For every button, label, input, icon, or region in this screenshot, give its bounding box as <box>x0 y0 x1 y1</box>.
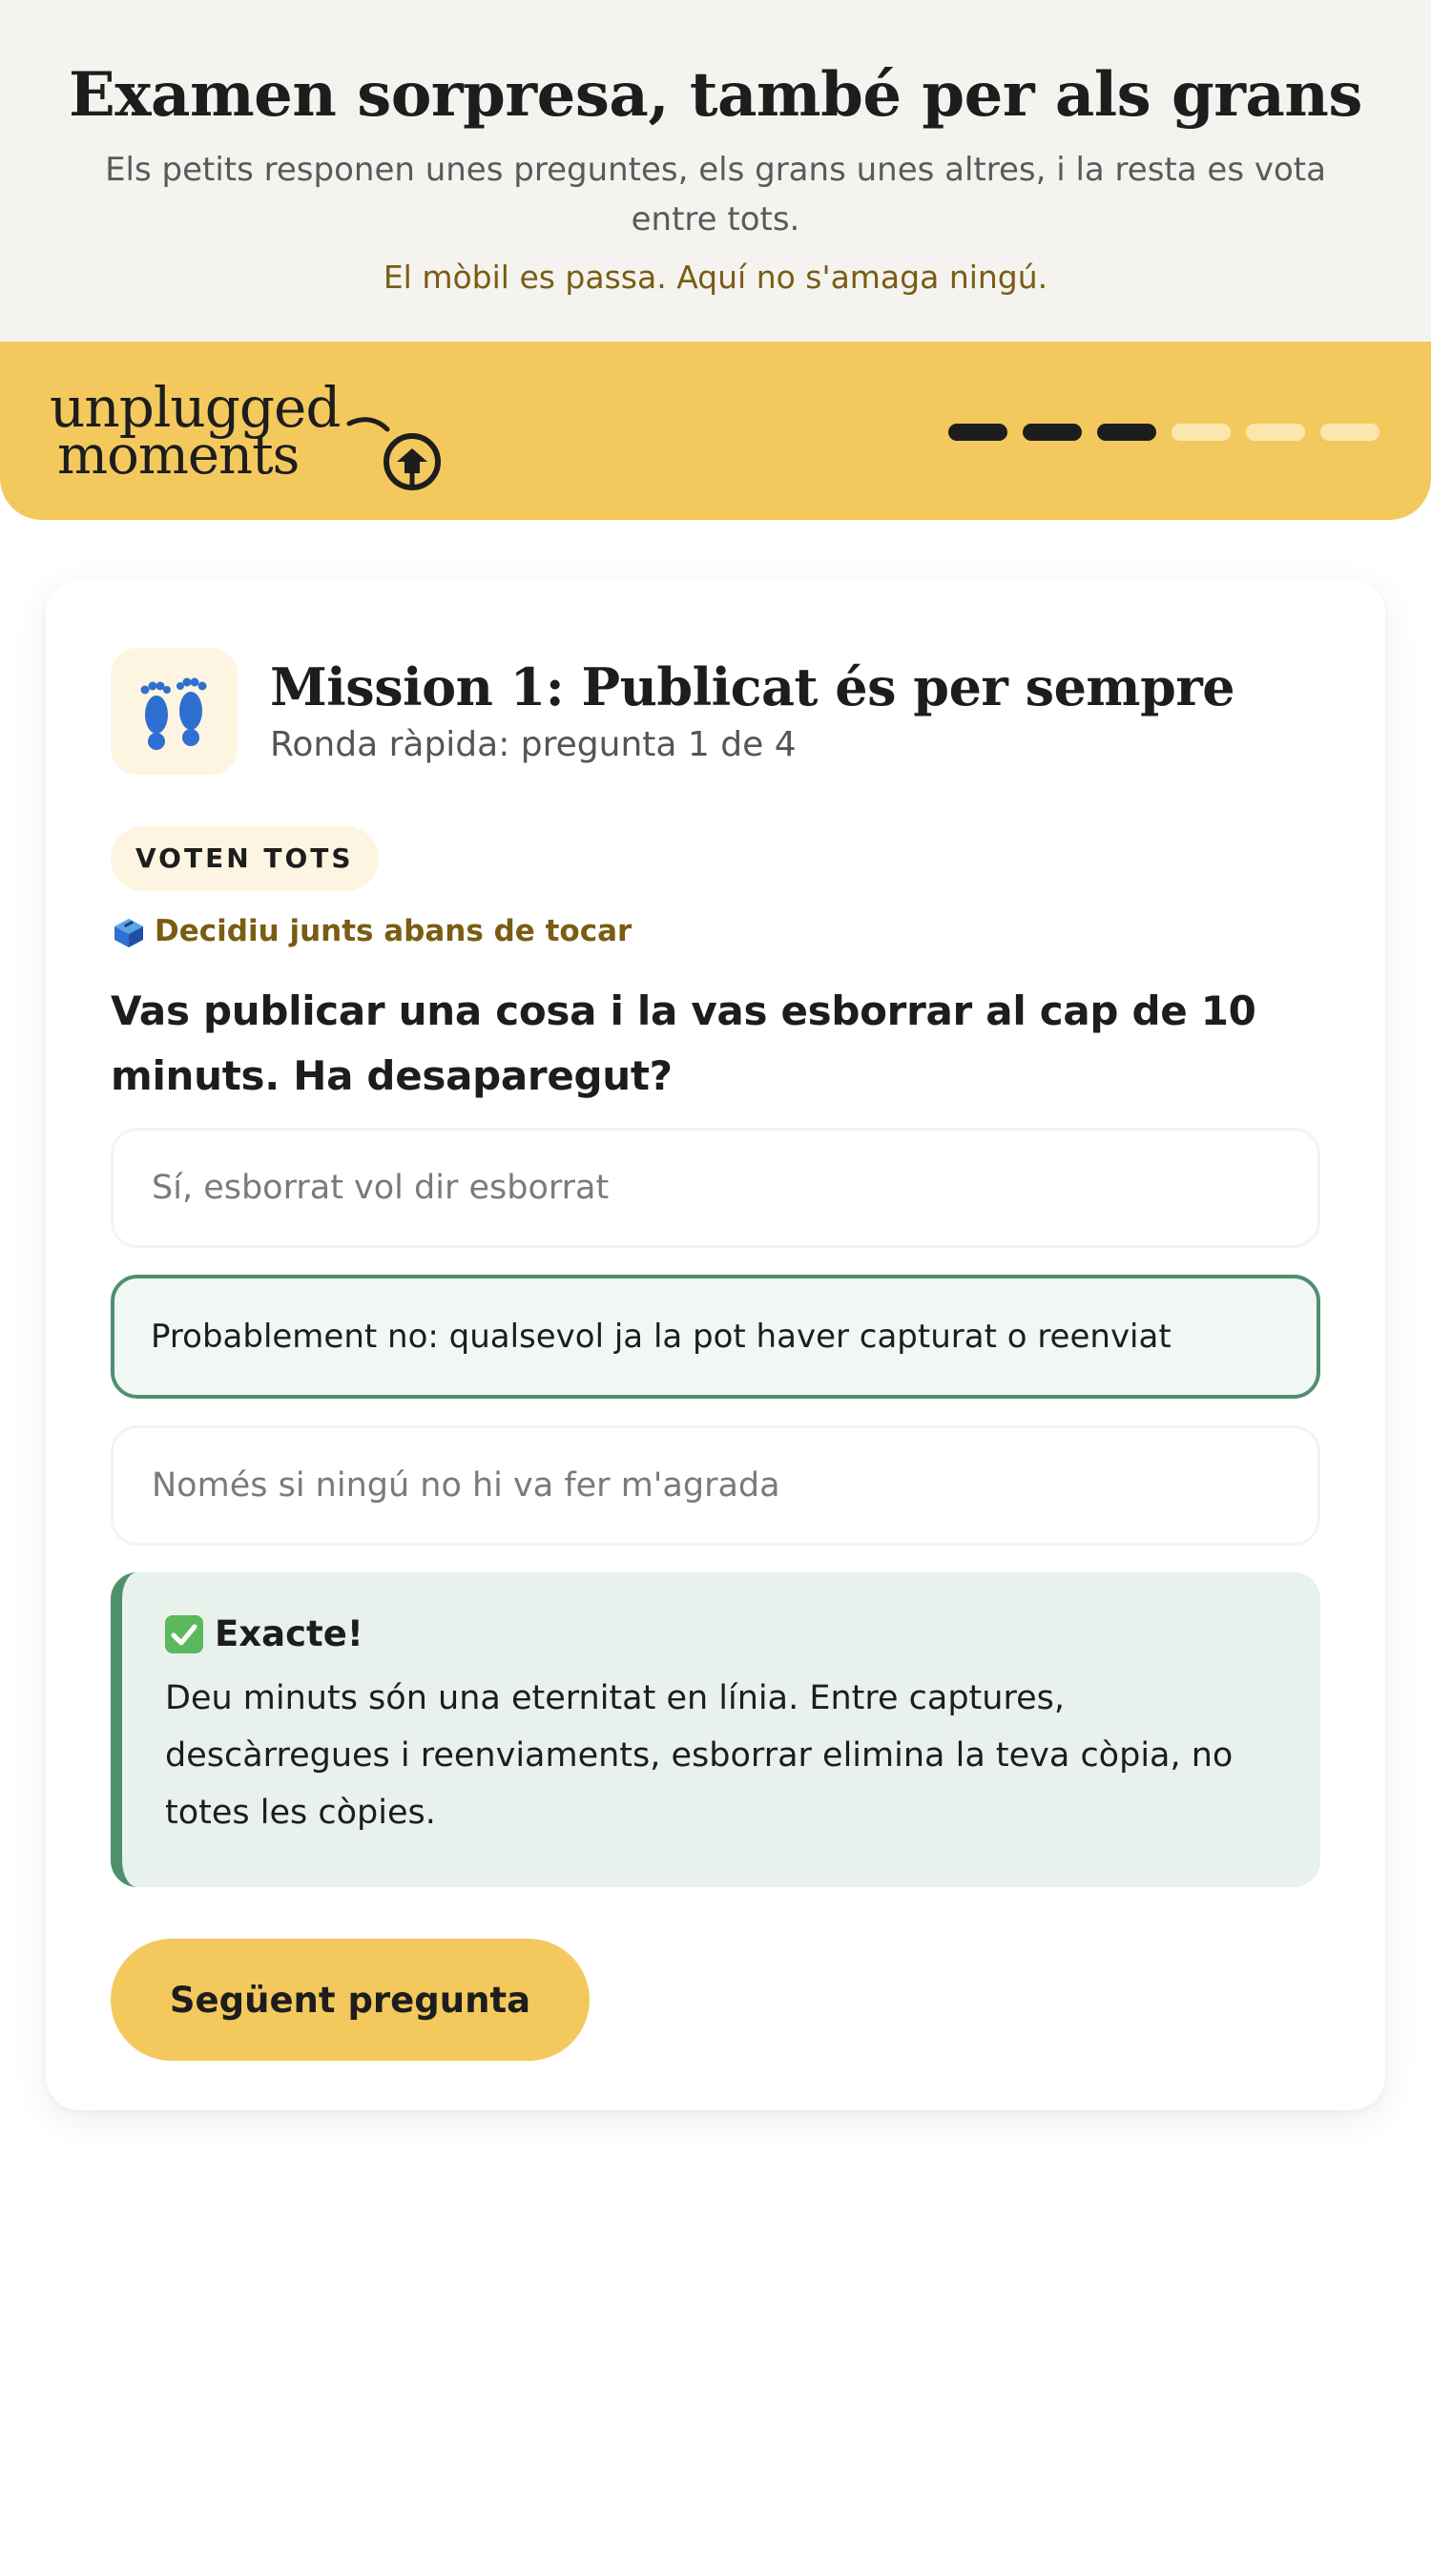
logo-word-unplugged: unplugged <box>50 375 341 440</box>
feedback-body: Deu minuts són una eternitat en línia. Entre captures, descàrregues i reenviaments, esborrar elimina la teva còpia, no totes les còpies. <box>165 1679 1234 1832</box>
footprints-icon <box>134 669 216 755</box>
mission-subtitle: Ronda ràpida: pregunta 1 de 4 <box>270 724 797 764</box>
answer-option-3[interactable] <box>111 1425 1320 1546</box>
answer-option-label: Només si ningú no hi va fer m'agrada <box>152 1466 780 1505</box>
header-band <box>0 0 1431 343</box>
answer-option-1[interactable] <box>111 1128 1320 1248</box>
mission-title: Mission 1: Publicat és per sempre <box>270 655 1235 717</box>
feedback-title <box>165 1610 1282 1658</box>
quiz-card <box>46 579 1385 2110</box>
progress-step-1 <box>948 424 1007 441</box>
page-note: El mòbil es passa. Aquí no s'amaga ningú. <box>383 259 1048 296</box>
page-subtitle: Els petits responen unes preguntes, els grans unes altres, i la resta es vota entre tots. <box>105 151 1326 239</box>
logo-word-moments: moments <box>57 425 300 487</box>
next-question-button[interactable]: Següent pregunta <box>111 1939 590 2061</box>
page-title: Examen sorpresa, també per als grans <box>69 59 1362 131</box>
plug-icon <box>345 406 450 502</box>
answer-option-label: Sí, esborrat vol dir esborrat <box>152 1169 610 1207</box>
answer-option-label: Probablement no: qualsevol ja la pot haver capturat o reenviat <box>151 1318 1172 1356</box>
brand-bar <box>0 342 1431 520</box>
progress-step-4 <box>1172 424 1231 441</box>
progress-indicator <box>948 424 1379 441</box>
hint <box>111 910 1320 952</box>
vote-badge: VOTEN TOTS <box>111 826 379 891</box>
mission-icon-tile <box>111 648 238 775</box>
answer-option-2-correct[interactable] <box>111 1275 1320 1399</box>
progress-step-3 <box>1097 424 1156 441</box>
feedback-box <box>111 1572 1320 1887</box>
mission-texts <box>270 655 1234 768</box>
logo[interactable] <box>50 375 412 492</box>
answer-options <box>111 1128 1320 1546</box>
feedback-title-text: Exacte! <box>215 1613 363 1654</box>
progress-step-5 <box>1246 424 1305 441</box>
mission-header <box>111 648 1320 775</box>
ballot-box-icon <box>111 913 147 949</box>
hint-text: Decidiu junts abans de tocar <box>155 914 633 948</box>
progress-step-2 <box>1023 424 1082 441</box>
progress-step-6 <box>1320 424 1379 441</box>
check-mark-icon <box>165 1615 203 1653</box>
question-text: Vas publicar una cosa i la vas esborrar al cap de 10 minuts. Ha desaparegut? <box>111 987 1256 1099</box>
